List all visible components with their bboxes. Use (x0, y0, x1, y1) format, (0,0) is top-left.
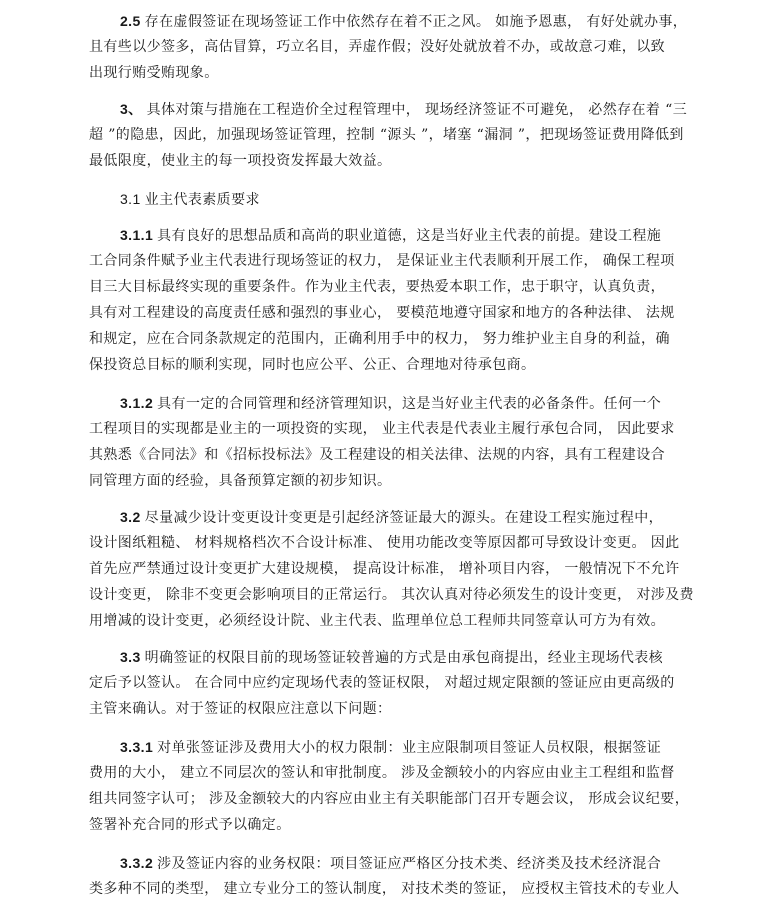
line-text: 出现行贿受贿现象。 (89, 65, 219, 81)
section-number: 3.3 (120, 649, 141, 665)
paragraph-line (89, 611, 665, 631)
paragraph-line (89, 673, 675, 693)
paragraph-first-line (120, 853, 661, 874)
line-text: 主管来确认。对于签证的权限应注意以下问题： (89, 701, 392, 717)
line-text: 工程项目的实现都是业主的一项投资的实现， 业主代表是代表业主履行承包合同， 因此要求 (89, 421, 675, 437)
paragraph-first-line (120, 507, 663, 528)
paragraph-first-line (120, 225, 661, 246)
section-number: 3.3.1 (120, 739, 154, 755)
line-text: 签署补充合同的形式予以确定。 (89, 817, 291, 833)
paragraph-line (89, 471, 391, 491)
section-number: 2.5 (120, 13, 141, 29)
line-text: 组共同签字认可； 涉及金额较大的内容应由业主有关职能部门召开专题会议， 形成会议纪要， (89, 791, 690, 807)
paragraph-line (89, 37, 665, 57)
paragraph-first-line (120, 189, 260, 210)
paragraph-first-line (120, 647, 663, 668)
line-text: 工合同条件赋予业主代表进行现场签证的权力， 是保证业主代表顺利开展工作， 确保工程项 (89, 253, 675, 269)
paragraph-line (89, 151, 391, 171)
line-text: 费用的大小， 建立不同层次的签认和审批制度。 涉及金额较小的内容应由业主工程组和监督 (89, 765, 675, 781)
paragraph-line (89, 879, 680, 899)
line-text: 具体对策与措施在工程造价全过程管理中， 现场经济签证不可避免， 必然存在着 “三 (146, 102, 688, 118)
paragraph-line (89, 699, 391, 719)
line-text: 设计图纸粗糙、 材料规格档次不合设计标准、 使用功能改变等原因都可导致设计变更。 因此 (89, 535, 680, 551)
paragraph-line (89, 303, 675, 323)
paragraph-first-line (120, 737, 661, 758)
paragraph-line (89, 445, 665, 465)
paragraph-line (89, 63, 219, 83)
line-text: 对单张签证涉及费用大小的权力限制：业主应限制项目签证人员权限，根据签证 (157, 740, 662, 756)
paragraph-line (89, 789, 689, 809)
line-text: 类多种不同的类型， 建立专业分工的签认制度， 对技术类的签证， 应授权主管技术的专业人 (89, 881, 680, 897)
line-text: 具有一定的合同管理和经济管理知识，这是当好业主代表的必备条件。任何一个 (157, 396, 662, 412)
paragraph-first-line (120, 393, 661, 414)
line-text: 定后予以签认。 在合同中应约定现场代表的签证权限， 对超过规定限额的签证应由更高级的 (89, 675, 675, 691)
paragraph-line (89, 815, 291, 835)
line-text: 设计变更， 除非不变更会影响项目的正常运行。 其次认真对待必须发生的设计变更， 对涉及费 (89, 587, 694, 603)
paragraph-line (89, 559, 680, 579)
paragraph-first-line (120, 11, 687, 32)
line-text: 涉及签证内容的业务权限：项目签证应严格区分技术类、经济类及技术经济混合 (157, 856, 662, 872)
line-text: 具有对工程建设的高度责任感和强烈的事业心， 要模范地遵守国家和地方的各种法律、 法规 (89, 305, 675, 321)
section-number: 3.3.2 (120, 855, 154, 871)
paragraph-line (89, 329, 670, 349)
line-text: 保投资总目标的顺利实现，同时也应公平、公正、合理地对待承包商。 (89, 357, 536, 373)
paragraph-first-line (120, 99, 687, 120)
line-text: 具有良好的思想品质和高尚的职业道德，这是当好业主代表的前提。建设工程施 (157, 228, 662, 244)
line-text: 同管理方面的经验，具备预算定额的初步知识。 (89, 473, 392, 489)
line-text: 其熟悉《合同法》和《招标投标法》及工程建设的相关法律、法规的内容，具有工程建设合 (89, 447, 665, 463)
paragraph-line (89, 251, 675, 271)
line-text: 存在虚假签证在现场签证工作中依然存在着不正之风。 如施予恩惠， 有好处就办事， (144, 14, 688, 30)
line-text: 目三大目标最终实现的重要条件。作为业主代表，要热爱本职工作，忠于职守，认真负责， (89, 279, 665, 295)
line-text: 最低限度，使业主的每一项投资发挥最大效益。 (89, 153, 392, 169)
section-number: 3.1.2 (120, 395, 154, 411)
line-text: 且有些以少签多，高估冒算，巧立名目，弄虚作假；没好处就放着不办，或故意刁难，以致 (89, 39, 665, 55)
line-text: 尽量减少设计变更设计变更是引起经济签证最大的源头。在建设工程实施过程中， (144, 510, 664, 526)
line-text: 超 ”的隐患，因此，加强现场签证管理，控制 “源头 ”，堵塞 “漏洞 ”，把现场签证费用降低到 (89, 127, 684, 143)
paragraph-line (89, 763, 675, 783)
line-text: 首先应严禁通过设计变更扩大建设规模， 提高设计标准， 增补项目内容， 一般情况下不允许 (89, 561, 680, 577)
paragraph-line (89, 419, 675, 439)
paragraph-line (89, 277, 665, 297)
section-number: 3、 (120, 101, 143, 117)
section-number: 3.1 (120, 191, 141, 207)
paragraph-line (89, 355, 535, 375)
line-text: 用增减的设计变更，必须经设计院、业主代表、监理单位总工程师共同签章认可方为有效。 (89, 613, 665, 629)
paragraph-line (89, 533, 680, 553)
paragraph-line (89, 585, 694, 605)
line-text: 明确签证的权限目前的现场签证较普遍的方式是由承包商提出，经业主现场代表核 (144, 650, 664, 666)
section-number: 3.2 (120, 509, 141, 525)
line-text: 业主代表素质要求 (144, 192, 260, 208)
paragraph-line (89, 125, 684, 145)
section-number: 3.1.1 (120, 227, 154, 243)
line-text: 和规定，应在合同条款规定的范围内，正确利用手中的权力， 努力维护业主自身的利益，确 (89, 331, 670, 347)
